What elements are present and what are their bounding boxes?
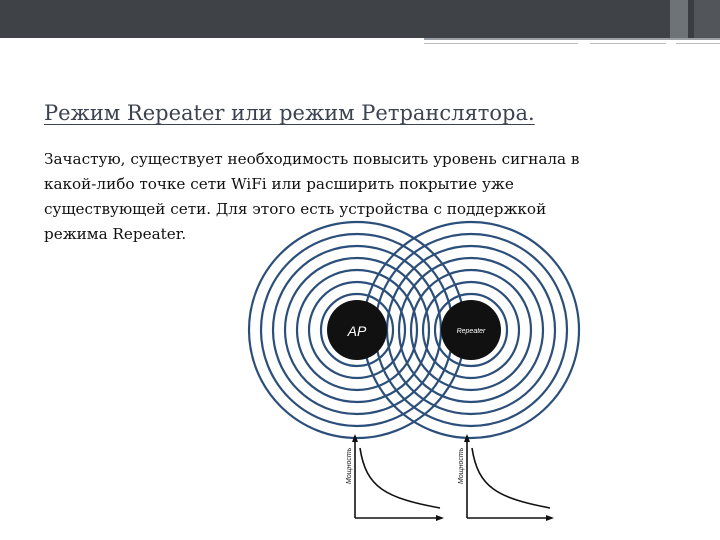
slide-title: Режим Repeater или режим Ретранслятора. [44,101,535,125]
arrow-right-icon [546,515,554,521]
ap-power-graph [346,434,444,521]
graph-axis-label: Мощность [346,447,353,484]
repeater-power-graph [458,434,554,521]
repeater-label: Repeater [456,328,486,335]
body-line: существующей сети. Для этого есть устройства с поддержкой [44,200,547,218]
ap-label: AP [347,323,367,339]
body-line: режима Repeater. [44,225,187,243]
arrow-right-icon [436,515,444,521]
body-line: какой-либо точке сети WiFi или расширить покрытие уже [44,175,514,193]
body-line: Зачастую, существует необходимость повысить уровень сигнала в [44,150,580,168]
decay-curve [360,448,440,508]
decay-curve [472,448,550,508]
graph-axis-label: Мощность [458,447,465,484]
